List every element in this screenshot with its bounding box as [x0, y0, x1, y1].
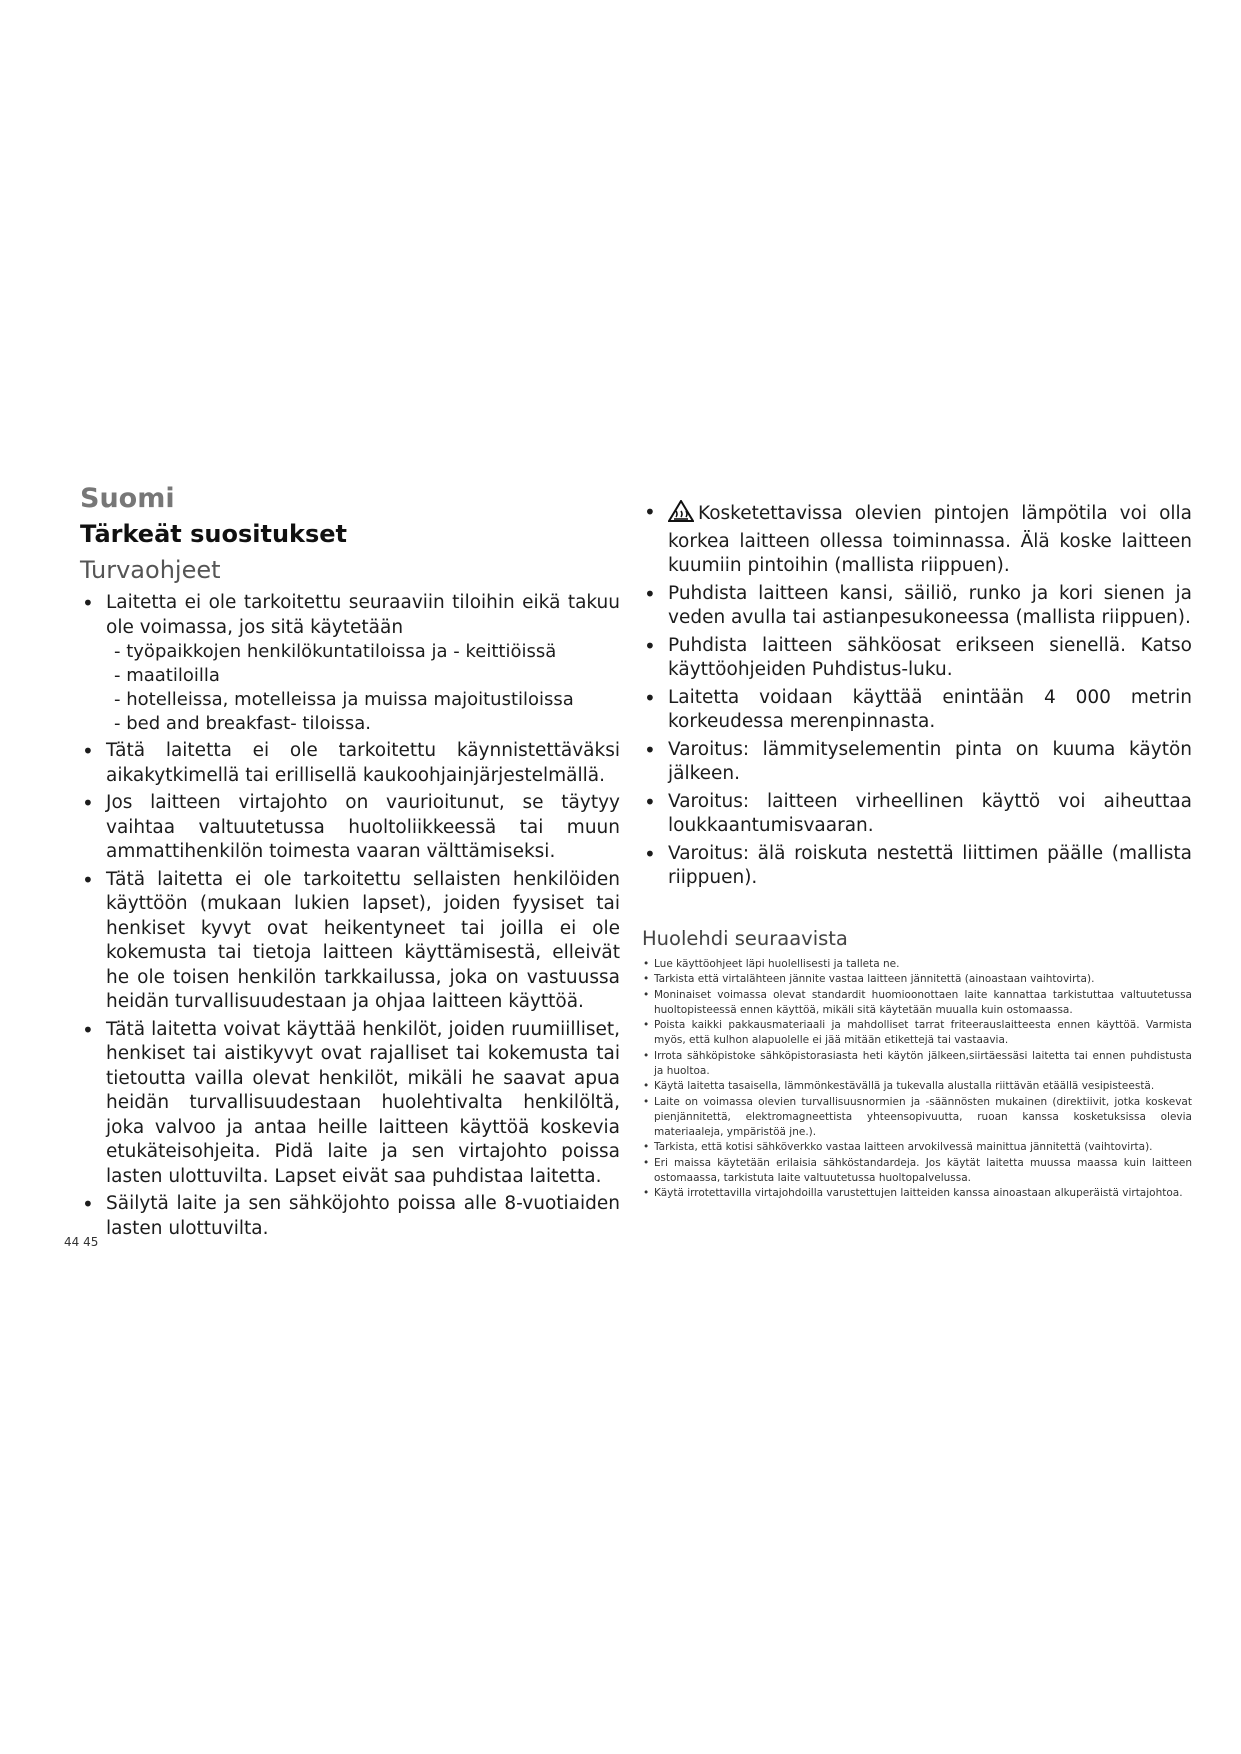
safety-list-continued: [642, 500, 1192, 891]
list-item: • Laitetta voidaan käyttää enintään 4 000 metrin korkeudessa merenpinnasta.: [642, 686, 1192, 735]
list-item-text: Laitetta ei ole tarkoitettu seuraaviin tiloihin eikä takuu ole voimassa, jos sitä käytetään: [106, 592, 620, 638]
care-list-item: • Tarkista, että kotisi sähköverkko vastaa laitteen arvokilvessä mainittua jännitettä (vaihtovirta).: [642, 1140, 1192, 1155]
list-item: [642, 500, 1192, 579]
care-list-item: • Tarkista että virtalähteen jännite vastaa laitteen jännitettä (ainoastaan vaihtovirta).: [642, 972, 1192, 987]
list-item: [80, 591, 620, 736]
list-item: • Puhdista laitteen sähköosat erikseen sienellä. Katso käyttöohjeiden Puhdistus-luku.: [642, 634, 1192, 683]
list-item: • Puhdista laitteen kansi, säiliö, runko ja kori sienen ja veden avulla tai astianpesukoneessa (mallista riippuen).: [642, 582, 1192, 631]
care-section-title: Huolehdi seuraavista: [642, 926, 848, 950]
sub-list: [106, 640, 620, 736]
sub-list-item: - hotelleissa, motelleissa ja muissa majoitustiloissa: [114, 689, 574, 710]
sub-list-item: - bed and breakfast- tiloissa.: [114, 713, 372, 734]
section-subtitle: Turvaohjeet: [80, 556, 221, 584]
list-item: • Tätä laitetta ei ole tarkoitettu käynnistettäväksi aikakytkimellä tai erillisellä kaukoohjainjärjestelmällä.: [80, 739, 620, 788]
care-list-item: • Eri maissa käytetään erilaisia sähköstandardeja. Jos käytät laitetta muussa maassa kuin laitteen ostomaassa, tarkistuta laite valtuutetussa huoltopalvelussa.: [642, 1156, 1192, 1186]
care-list-item: • Moninaiset voimassa olevat standardit huomioonottaen laite kannattaa tarkistuttaa valtuutetussa huoltopisteessä ennen käyttöä, mikäli sitä käytetään muualla kuin ostomaassa.: [642, 988, 1192, 1018]
care-list-item: • Laite on voimassa olevien turvallisuusnormien ja -säännösten mukainen (direktiivit, jotka koskevat pienjännitettä, elektromagneettista yhteensopivuutta, ruoan kanssa kosketuksissa olevia materiaaleja, ympäristöä jne.).: [642, 1095, 1192, 1140]
list-item: • Jos laitteen virtajohto on vaurioitunut, se täytyy vaihtaa valtuutetussa huoltoliikkeessä tai muun ammattihenkilön toimesta vaaran välttämiseksi.: [80, 791, 620, 865]
left-column: [80, 483, 620, 1244]
list-item-text: Kosketettavissa olevien pintojen lämpötila voi olla korkea laitteen ollessa toiminnassa. Älä koske laitteen kuumiin pintoihin (mallista riippuen).: [668, 503, 1192, 576]
list-item: • Tätä laitetta ei ole tarkoitettu sellaisten henkilöiden käyttöön (mukaan lukien lapset), joiden fyysiset tai henkiset kyvyt ovat heikentyneet tai joilla ei ole kokemusta tai tietoja laitteen käyttämisestä, elleivät he ole toisen henkilön tarkkailussa, joka on vastuussa heidän turvallisuudestaan ja ohjaa laitteen käyttöä.: [80, 868, 620, 1015]
list-item: • Varoitus: lämmityselementin pinta on kuuma käytön jälkeen.: [642, 738, 1192, 787]
list-item: • Säilytä laite ja sen sähköjohto poissa alle 8-vuotiaiden lasten ulottuvilta.: [80, 1192, 620, 1241]
list-item: • Varoitus: laitteen virheellinen käyttö voi aiheuttaa loukkaantumisvaaran.: [642, 790, 1192, 839]
safety-list: [80, 591, 620, 1241]
care-list-item: • Lue käyttöohjeet läpi huolellisesti ja talleta ne.: [642, 957, 1192, 972]
sub-list-item: - maatiloilla: [114, 665, 220, 686]
page-title: Tärkeät suositukset: [80, 520, 348, 548]
care-list-item: • Käytä irrotettavilla virtajohdoilla varustettujen laitteiden kanssa ainoastaan alkuperäistä virtajohtoa.: [642, 1186, 1192, 1201]
care-list: [642, 957, 1192, 1202]
care-list-item: • Käytä laitetta tasaisella, lämmönkestävällä ja tukevalla alustalla riittävän etäällä vesipisteestä.: [642, 1079, 1192, 1094]
sub-list-item: - työpaikkojen henkilökuntatiloissa ja - keittiöissä: [114, 641, 557, 662]
hot-surface-warning-icon: [668, 500, 694, 530]
language-heading: Suomi: [80, 483, 175, 514]
care-list-item: • Irrota sähköpistoke sähköpistorasiasta heti käytön jälkeen,siirtäessäsi laitetta tai ennen puhdistusta ja huoltoa.: [642, 1049, 1192, 1079]
list-item: • Tätä laitetta voivat käyttää henkilöt, joiden ruumiilliset, henkiset tai aistikyvyt ovat rajalliset tai kokemusta tai tietoutta vailla olevat henkilöt, mikäli he saavat apua heidän turvallisuudestaan huolehtivalta henkilöltä, joka valvoo ja antaa heille laitteen käyttöä koskevia etukäteisohjeita. Pidä laite ja sen virtajohto poissa lasten ulottuvilta. Lapset eivät saa puhdistaa laitetta.: [80, 1018, 620, 1190]
care-list-item: • Poista kaikki pakkausmateriaali ja mahdolliset tarrat friteerauslaitteesta ennen käyttöä. Varmista myös, että kulhon alapuolelle ei jää mitään etikettejä tai vastaavia.: [642, 1018, 1192, 1048]
page-number: 44 45: [64, 1235, 99, 1249]
right-column: [642, 500, 1192, 1202]
list-item: • Varoitus: älä roiskuta nestettä liittimen päälle (mallista riippuen).: [642, 842, 1192, 891]
